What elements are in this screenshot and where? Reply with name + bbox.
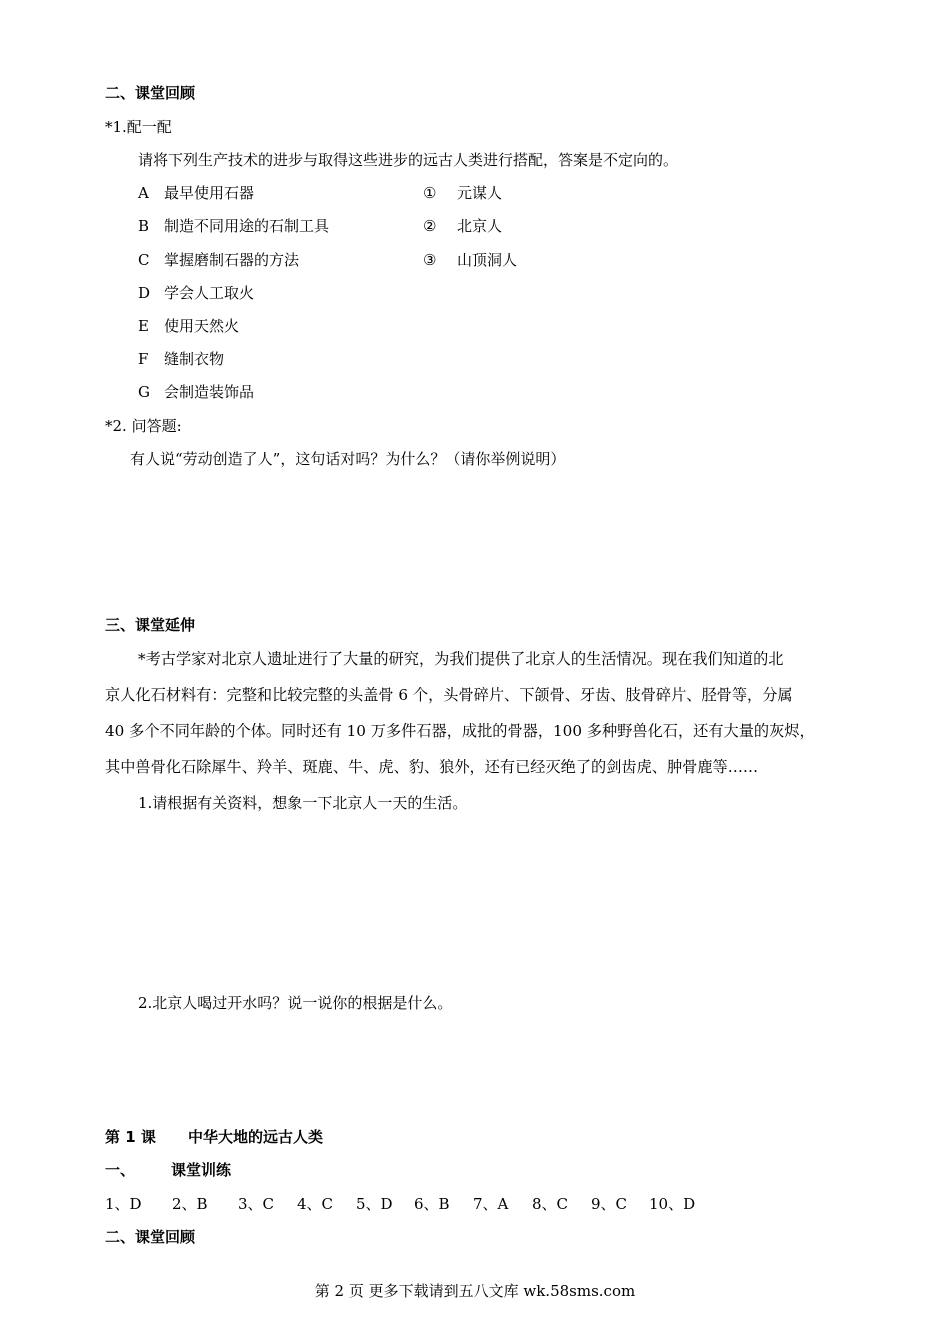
match-left-item: E 使用天然火: [138, 317, 240, 335]
paragraph-line: 京人化石材料有：完整和比较完整的头盖骨 6 个，头骨碎片、下颌骨、牙齿、肢骨碎片、胫骨等，分属: [105, 686, 793, 704]
match-left-item: F 缝制衣物: [138, 350, 225, 368]
answer-item: 2、B: [172, 1195, 208, 1213]
paragraph-line: *考古学家对北京人遗址进行了大量的研究，为我们提供了北京人的生活情况。现在我们知道的北: [138, 650, 784, 668]
match-left-item: A 最早使用石器: [138, 184, 255, 202]
match-right-item: ③ 山顶洞人: [423, 251, 518, 269]
match-right-item: ① 元谋人: [423, 184, 503, 202]
answer-item: 6、B: [414, 1195, 450, 1213]
q2-question: 有人说“劳动创造了人”，这句话对吗？为什么？（请你举例说明）: [130, 450, 566, 468]
answer-item: 7、A: [473, 1195, 509, 1213]
answer-item: 10、D: [649, 1195, 696, 1213]
match-left-item: G 会制造装饰品: [138, 383, 255, 401]
paragraph-line: 40 多个不同年龄的个体。同时还有 10 万多件石器，成批的骨器，100 多种野兽化石，还有大量的灰烬，: [105, 722, 815, 740]
q1-label: *1.配一配: [105, 118, 172, 136]
page-footer: 第 2 页 更多下载请到五八文库 wk.58sms.com: [314, 1282, 636, 1300]
answer-item: 1、D: [105, 1195, 142, 1213]
section-title-extension: 三、课堂延伸: [105, 616, 196, 634]
match-right-item: ② 北京人: [423, 217, 503, 235]
q1-instruction: 请将下列生产技术的进步与取得这些进步的远古人类进行搭配，答案是不定向的。: [138, 151, 679, 169]
match-left-item: B 制造不同用途的石制工具: [138, 217, 330, 235]
lesson-number: 第 1 课: [105, 1128, 156, 1146]
answer-lesson-heading: [105, 1127, 324, 1147]
extension-q2: 2.北京人喝过开水吗？说一说你的根据是什么。: [138, 994, 453, 1012]
match-left-item: D 学会人工取火: [138, 284, 255, 302]
answer-part2-heading: 二、课堂回顾: [105, 1228, 196, 1246]
match-left-item: C 掌握磨制石器的方法: [138, 251, 300, 269]
q2-label: *2. 问答题:: [105, 417, 182, 435]
answer-item: 4、C: [297, 1195, 334, 1213]
section-title-review: 二、课堂回顾: [105, 84, 196, 102]
extension-q1: 1.请根据有关资料，想象一下北京人一天的生活。: [138, 794, 468, 812]
answer-part1-heading: 一、 课堂训练: [105, 1161, 232, 1179]
answer-item: 5、D: [356, 1195, 393, 1213]
answer-item: 3、C: [238, 1195, 275, 1213]
lesson-title: 中华大地的远古人类: [188, 1128, 324, 1146]
paragraph-line: 其中兽骨化石除犀牛、羚羊、斑鹿、牛、虎、豹、狼外，还有已经灭绝了的剑齿虎、肿骨鹿等……: [105, 758, 759, 776]
answer-item: 9、C: [591, 1195, 628, 1213]
answer-item: 8、C: [532, 1195, 569, 1213]
